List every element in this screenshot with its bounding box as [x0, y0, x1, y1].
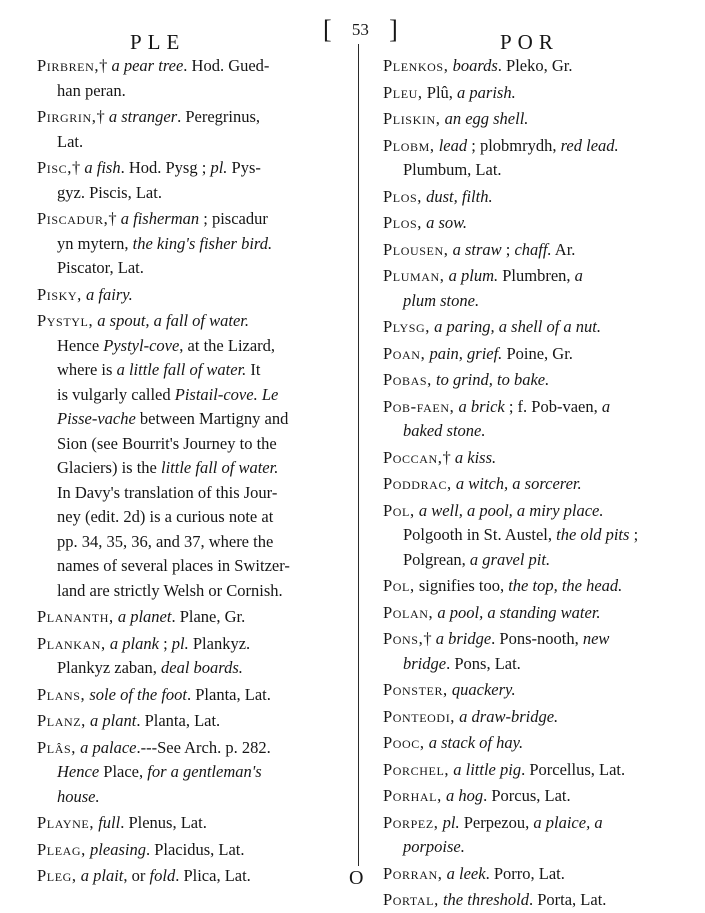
text-run: . Planta, Lat.: [187, 684, 271, 704]
text-run: .---See Arch. p. 282.: [136, 737, 271, 757]
text-run: pp. 34, 35, 36, and 37, where the: [57, 531, 274, 551]
headword: Pons,: [383, 629, 424, 648]
headword: Porhal,: [383, 786, 442, 805]
headword: Porchel,: [383, 759, 450, 779]
headword: Plos,: [383, 186, 422, 206]
gloss-italic: quackery.: [451, 680, 516, 699]
running-head-left: PLE: [130, 30, 186, 54]
headword: Plankan,: [37, 633, 106, 653]
gloss-italic: a bridge: [435, 629, 492, 648]
text-run: signifies too,: [414, 576, 509, 595]
headword: Ponster,: [383, 680, 448, 699]
text-run: ; plobmrydh,: [467, 135, 561, 155]
entry-line: [383, 888, 684, 913]
gloss-italic: red lead.: [560, 135, 619, 155]
headword: Pluman,: [383, 266, 445, 285]
headword: Plans,: [37, 684, 86, 704]
gloss-italic: pl.: [171, 633, 189, 653]
entry-line: [383, 705, 684, 730]
text-run: †: [71, 158, 85, 177]
text-run: . Pons-nooth,: [491, 629, 583, 648]
gloss-italic: a stranger: [108, 107, 178, 126]
continuation-line: [37, 656, 343, 681]
gloss-italic: the threshold: [442, 890, 529, 909]
gloss-italic: a little fall of water.: [116, 360, 247, 379]
gloss-italic: a plant: [90, 711, 137, 730]
text-run: ;: [629, 525, 639, 544]
continuation-line: [37, 481, 343, 506]
headword: Ponteodi,: [383, 706, 456, 726]
gloss-italic: Pystyl-cove: [103, 335, 180, 355]
text-run: Ar.: [551, 239, 576, 259]
entry-line: [383, 499, 684, 524]
gloss-italic: a gravel pit.: [469, 549, 551, 569]
entry-line: [383, 574, 684, 599]
gloss-italic: lead: [438, 135, 468, 155]
gloss-italic: Le: [261, 384, 279, 404]
page-number-value: 53: [351, 20, 369, 39]
headword: Plysg,: [383, 317, 431, 336]
entry-line: [383, 627, 684, 652]
gloss-italic: a fisherman: [120, 209, 200, 228]
entry-line: [37, 54, 343, 79]
text-run: Plankyz zaban,: [57, 658, 162, 677]
headword: Pleag,: [37, 839, 86, 859]
entry-line: [37, 632, 343, 657]
entry-line: [37, 156, 343, 181]
entry-line: [37, 207, 343, 232]
headword: Pooc,: [383, 733, 425, 752]
gloss-italic: Pistail-cove.: [174, 384, 258, 404]
gloss-italic: pleasing: [90, 839, 146, 859]
gloss-italic: a draw-bridge.: [459, 706, 559, 726]
gloss-italic: a plait: [80, 866, 124, 885]
text-run: Plumbren,: [498, 266, 575, 285]
text-run: †: [442, 447, 455, 467]
text-run: †: [96, 107, 109, 126]
entry-line: [37, 283, 343, 308]
gloss-italic: dust, filth.: [426, 186, 493, 206]
gloss-italic: deal boards.: [161, 658, 243, 677]
text-run: ; f. Pob-vaen,: [504, 396, 602, 416]
gloss-italic: pain, grief.: [429, 343, 503, 363]
text-run: Pys-: [227, 158, 261, 177]
gloss-italic: a witch, a sorcerer.: [455, 474, 582, 493]
continuation-line: [383, 289, 684, 314]
entry-line: [383, 238, 684, 263]
gloss-italic: plum stone.: [403, 290, 480, 310]
text-run: . Hod. Gued-: [183, 56, 270, 75]
text-run: Plû,: [422, 82, 458, 102]
entry-line: [37, 811, 343, 836]
headword: Poan,: [383, 343, 426, 363]
gloss-italic: little fall of water.: [161, 458, 279, 477]
gloss-italic: a: [574, 266, 583, 285]
gloss-italic: a straw: [452, 239, 502, 259]
headword: Playne,: [37, 813, 95, 832]
gloss-italic: for a gentleman's: [147, 762, 262, 781]
headword: Portal,: [383, 890, 439, 909]
headword: Polan,: [383, 602, 434, 622]
text-run: Plankyz.: [188, 633, 251, 653]
continuation-line: [37, 785, 343, 810]
continuation-line: [383, 523, 684, 548]
text-run: ney (edit. 2d) is a curious note at: [57, 507, 274, 526]
text-run: . Porro, Lat.: [485, 863, 565, 883]
gloss-italic: a little pig: [453, 759, 522, 779]
gloss-italic: full: [98, 813, 121, 832]
running-head-right: POR: [500, 30, 559, 54]
entry-line: [37, 736, 343, 761]
text-run: Sion (see Bourrit's Journey to the: [57, 433, 277, 453]
text-run: . Planta, Lat.: [136, 711, 221, 730]
headword: Plâs,: [37, 737, 76, 757]
continuation-line: [37, 256, 343, 281]
entry-line: [383, 342, 684, 367]
entry-line: [383, 134, 684, 159]
continuation-line: [37, 407, 343, 432]
entry-line: [383, 81, 684, 106]
entry-line: [383, 185, 684, 210]
gloss-italic: house.: [57, 786, 100, 806]
entry-line: [37, 105, 343, 130]
entry-line: [37, 309, 343, 334]
text-run: . Pons, Lat.: [446, 653, 521, 673]
text-run: It: [246, 360, 261, 379]
text-run: Poine, Gr.: [502, 343, 573, 363]
text-run: . Porta, Lat.: [528, 890, 607, 909]
gloss-italic: bridge: [403, 653, 447, 673]
gloss-italic: a hog: [445, 786, 484, 805]
continuation-line: [37, 579, 343, 604]
text-run: Plumbum, Lat.: [403, 160, 502, 179]
gloss-italic: a brick: [458, 396, 505, 416]
text-run: ;: [501, 239, 515, 259]
continuation-line: [383, 835, 684, 860]
text-run: ;: [158, 633, 172, 653]
text-run: where is: [57, 360, 117, 379]
continuation-line: [383, 548, 684, 573]
gloss-italic: Pisse-vache: [57, 409, 136, 428]
headword: Pirgrin,: [37, 107, 97, 126]
entry-line: [37, 864, 343, 889]
gloss-italic: a plank: [109, 633, 159, 653]
headword: Pol,: [383, 576, 415, 595]
text-run: Perpezou,: [459, 812, 534, 832]
headword: Pirbren,: [37, 56, 100, 75]
entry-line: [383, 601, 684, 626]
headword: Plenkos,: [383, 56, 449, 75]
entry-line: [383, 731, 684, 756]
headword: Pleg,: [37, 866, 77, 885]
text-run: . Porcellus, Lat.: [521, 759, 626, 779]
right-column: [383, 54, 684, 913]
entry-line: [37, 709, 343, 734]
gloss-italic: the old pits: [556, 525, 630, 544]
text-run: yn mytern,: [57, 233, 133, 253]
text-run: Polgrean,: [403, 549, 470, 569]
continuation-line: [37, 232, 343, 257]
text-run: †: [423, 629, 436, 648]
entry-line: [383, 811, 684, 836]
gloss-italic: new: [582, 629, 610, 648]
text-run: between Martigny and: [135, 409, 289, 428]
gloss-italic: boards: [452, 56, 498, 75]
gloss-italic: a plaice, a: [533, 812, 603, 832]
bracket-close: ]: [389, 15, 398, 44]
continuation-line: [383, 158, 684, 183]
headword: Poddrac,: [383, 474, 452, 493]
continuation-line: [37, 334, 343, 359]
entry-line: [383, 264, 684, 289]
column-divider: [358, 44, 359, 866]
text-run: Place,: [99, 762, 148, 781]
headword: Pobas,: [383, 370, 432, 389]
text-run: land are strictly Welsh or Cornish.: [57, 580, 283, 600]
gloss-italic: a leek: [446, 863, 486, 883]
headword: Porpez,: [383, 812, 439, 832]
gloss-italic: baked stone.: [403, 421, 486, 440]
headword: Pob-faen,: [383, 396, 455, 416]
entry-line: [383, 211, 684, 236]
continuation-line: [37, 358, 343, 383]
headword: Piscadur,: [37, 209, 109, 228]
headword: Planz,: [37, 711, 86, 730]
text-run: ; piscadur: [199, 209, 268, 228]
gloss-italic: an egg shell.: [444, 109, 529, 128]
text-run: . Peregrinus,: [177, 107, 261, 126]
headword: Porran,: [383, 863, 443, 883]
page-number: [323, 12, 398, 42]
text-run: is vulgarly called: [57, 384, 175, 404]
text-run: Piscator, Lat.: [57, 258, 144, 277]
gloss-italic: porpoise.: [403, 837, 465, 856]
text-run: han peran.: [57, 80, 126, 100]
gloss-italic: the king's fisher bird.: [132, 233, 273, 253]
gloss-italic: a parish.: [457, 82, 516, 102]
headword: Pystyl,: [37, 311, 94, 330]
continuation-line: [37, 760, 343, 785]
entry-line: [37, 683, 343, 708]
headword: Pisky,: [37, 284, 82, 304]
text-run: †: [108, 209, 121, 228]
continuation-line: [37, 530, 343, 555]
continuation-line: [383, 419, 684, 444]
entry-line: [383, 678, 684, 703]
entry-line: [37, 838, 343, 863]
text-run: . Porcus, Lat.: [483, 786, 571, 805]
continuation-line: [37, 432, 343, 457]
text-run: †: [99, 56, 112, 75]
headword: Pliskin,: [383, 109, 441, 128]
text-run: Lat.: [57, 131, 84, 151]
text-run: , or: [123, 866, 150, 885]
entry-line: [383, 472, 684, 497]
text-run: . Plenus, Lat.: [120, 813, 207, 832]
gloss-italic: a sow.: [426, 213, 468, 232]
gloss-italic: a well, a pool, a miry place.: [418, 500, 604, 520]
continuation-line: [37, 383, 343, 408]
entry-line: [37, 605, 343, 630]
text-run: gyz. Piscis, Lat.: [57, 182, 162, 202]
gloss-italic: sole of the foot: [89, 684, 187, 704]
gloss-italic: a paring, a shell of a nut.: [434, 317, 602, 336]
gloss-italic: a planet: [117, 607, 172, 626]
bracket-open: [: [323, 15, 332, 44]
continuation-line: [37, 79, 343, 104]
gloss-italic: a plum.: [448, 266, 499, 285]
entry-line: [383, 54, 684, 79]
gloss-italic: a kiss.: [454, 447, 497, 467]
text-run: , at the Lizard,: [179, 335, 276, 355]
entry-line: [383, 315, 684, 340]
gloss-italic: a stack of hay.: [428, 733, 524, 752]
text-run: In Davy's translation of this Jour-: [57, 482, 278, 502]
gloss-italic: fold: [149, 866, 176, 885]
headword: Pleu,: [383, 82, 423, 102]
gloss-italic: a pear tree: [111, 56, 184, 75]
gloss-italic: the top, the head.: [508, 576, 623, 595]
continuation-line: [37, 130, 343, 155]
gloss-italic: to grind, to bake.: [436, 370, 550, 389]
gloss-italic: Hence: [57, 762, 100, 781]
text-run: . Pleko, Gr.: [497, 56, 573, 75]
text-run: . Plane, Gr.: [171, 607, 246, 626]
gloss-italic: pl.: [442, 812, 460, 832]
headword: Plousen,: [383, 239, 449, 259]
headword: Poccan,: [383, 447, 443, 467]
gloss-italic: chaff.: [514, 239, 552, 259]
text-run: Hence: [57, 335, 104, 355]
entry-line: [383, 368, 684, 393]
headword: Pisc,: [37, 158, 72, 177]
gloss-italic: a spout, a fall of water.: [97, 311, 250, 330]
entry-line: [383, 446, 684, 471]
text-run: . Placidus, Lat.: [145, 839, 245, 859]
gloss-italic: a palace: [80, 737, 137, 757]
gloss-italic: a fish: [84, 158, 121, 177]
continuation-line: [37, 181, 343, 206]
text-run: Polgooth in St. Austel,: [403, 525, 557, 544]
entry-line: [383, 395, 684, 420]
headword: Plananth,: [37, 607, 114, 626]
gloss-italic: a pool, a standing water.: [437, 602, 601, 622]
headword: Plos,: [383, 213, 422, 232]
text-run: . Plica, Lat.: [175, 866, 251, 885]
text-run: names of several places in Switzer-: [57, 556, 290, 575]
entry-line: [383, 107, 684, 132]
text-run: . Hod. Pysg ;: [120, 158, 211, 177]
entry-line: [383, 758, 684, 783]
continuation-line: [383, 652, 684, 677]
gloss-italic: pl.: [210, 158, 228, 177]
left-column: [37, 54, 343, 889]
text-run: Glaciers) is the: [57, 458, 162, 477]
entry-line: [383, 784, 684, 809]
signature-mark: O: [349, 867, 364, 889]
continuation-line: [37, 505, 343, 530]
entry-line: [383, 862, 684, 887]
gloss-italic: a fairy.: [86, 284, 133, 304]
headword: Plobm,: [383, 135, 435, 155]
gloss-italic: a: [601, 396, 611, 416]
continuation-line: [37, 554, 343, 579]
continuation-line: [37, 456, 343, 481]
headword: Pol,: [383, 500, 415, 520]
